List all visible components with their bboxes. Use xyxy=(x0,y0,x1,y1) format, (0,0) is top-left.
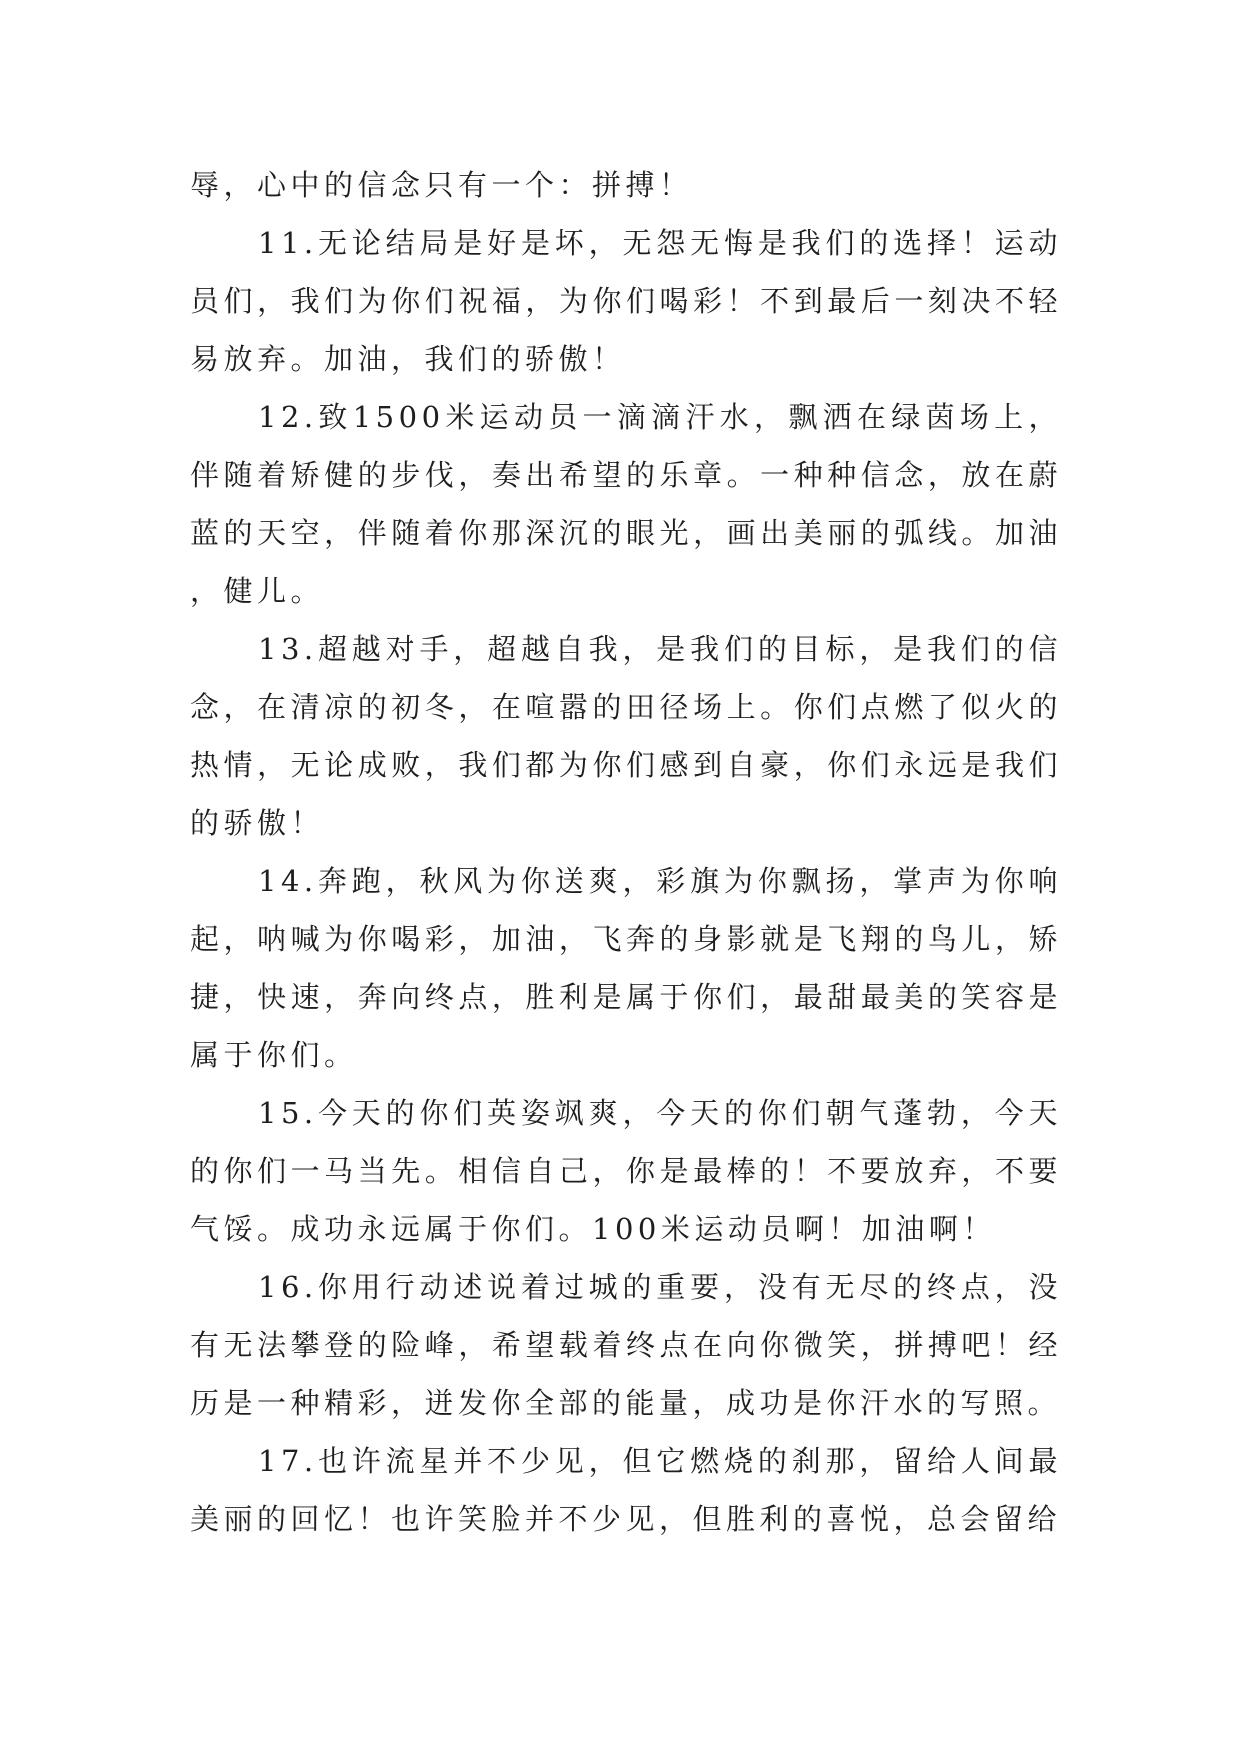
paragraph-17: 17.也许流星并不少见，但它燃烧的刹那，留给人间最美丽的回忆！也许笑脸并不少见，但胜利的喜悦，总会留给 xyxy=(190,1444,1062,1536)
document-body xyxy=(190,156,1062,1548)
paragraph-continuation: 辱，心中的信念只有一个：拼搏！ xyxy=(190,168,693,202)
paragraph-16: 16.你用行动述说着过城的重要，没有无尽的终点，没有无法攀登的险峰，希望载着终点在向你微笑，拼搏吧！经历是一种精彩，迸发你全部的能量，成功是你汗水的写照。 xyxy=(190,1270,1062,1420)
paragraph-13: 13.超越对手，超越自我，是我们的目标，是我们的信念，在清凉的初冬，在喧嚣的田径场上。你们点燃了似火的热情，无论成败，我们都为你们感到自豪，你们永远是我们的骄傲！ xyxy=(190,632,1062,840)
paragraph-14: 14.奔跑，秋风为你送爽，彩旗为你飘扬，掌声为你响起，呐喊为你喝彩，加油，飞奔的身影就是飞翔的鸟儿，矫捷，快速，奔向终点，胜利是属于你们，最甜最美的笑容是属于你们。 xyxy=(190,864,1062,1072)
paragraph-12: 12.致1500米运动员一滴滴汗水，飘洒在绿茵场上，伴随着矫健的步伐，奏出希望的乐章。一种种信念，放在蔚蓝的天空，伴随着你那深沉的眼光，画出美丽的弧线。加油，健儿。 xyxy=(190,400,1062,608)
paragraph-11: 11.无论结局是好是坏，无怨无悔是我们的选择！运动员们，我们为你们祝福，为你们喝彩！不到最后一刻决不轻易放弃。加油，我们的骄傲！ xyxy=(190,226,1062,376)
paragraph-15: 15.今天的你们英姿飒爽，今天的你们朝气蓬勃，今天的你们一马当先。相信自己，你是最棒的！不要放弃，不要气馁。成功永远属于你们。100米运动员啊！加油啊！ xyxy=(190,1096,1062,1246)
